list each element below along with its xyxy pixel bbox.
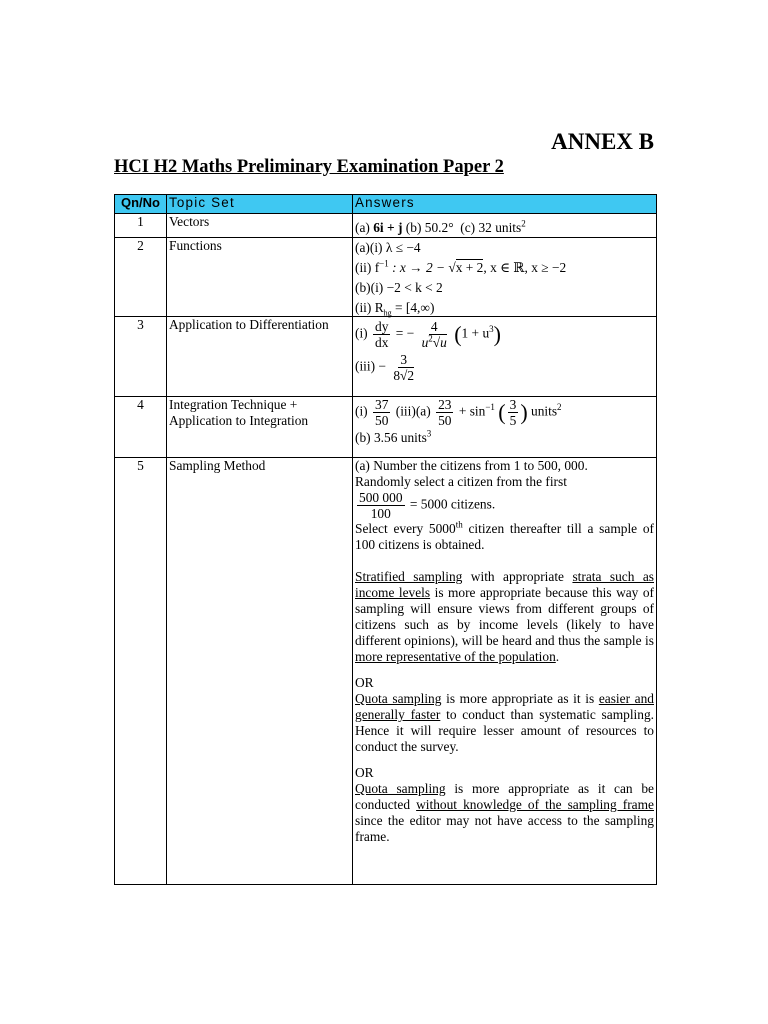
q5-or2: OR [355, 765, 374, 780]
q5-frac [357, 490, 405, 521]
table-row [115, 458, 657, 885]
q5-p2-end: . [555, 649, 560, 664]
qn-cell: 2 [115, 238, 167, 317]
q5-or1: OR [355, 675, 374, 690]
q3-frac [420, 319, 449, 350]
answers-table [114, 194, 657, 885]
q2-aii-exp: −1 [379, 258, 389, 269]
qn-cell: 4 [115, 397, 167, 458]
q2-aii-post: , x ∈ ℝ, x ≥ −2 [483, 260, 567, 275]
q3-dydx [373, 319, 390, 350]
topic-cell: Sampling Method [167, 458, 353, 885]
q5-line2: Randomly select a citizen from the first [355, 474, 567, 489]
q2-bi: (b)(i) −2 < k < 2 [355, 280, 443, 295]
answer-cell: (a)(i) λ ≤ −4 (ii) $f^{-1}$ : x → 2 − √x + 2, x ∈ ℝ, x ≥ −2 (b)(i) −2 < k < 2 (ii) $R_{hg} = [4,\infty)$ [353, 238, 657, 317]
q4-b-exp: 3 [426, 428, 432, 439]
q4-i-label: (i) [355, 403, 368, 419]
q5-p4-t1: is more appropriate as it can be conducted [355, 781, 654, 812]
q5-p2-t1: with appropriate [470, 569, 564, 584]
q3-iii-label: (iii) − [355, 358, 386, 374]
q3-iii-num: 3 [400, 352, 408, 367]
q5-p3-u2: easier and generally faster [355, 691, 654, 722]
q4-iiia-label: (iii)(a) [395, 403, 431, 419]
topic-cell: Integration Technique + Application to Integration [167, 397, 353, 458]
q3-iii-frac [391, 352, 416, 383]
q4-arg-frac [508, 397, 519, 428]
q3-paren-exp: 3 [489, 324, 494, 335]
q5-frac-eq: = 5000 citizens. [409, 496, 496, 512]
q4-plus-sin: + sin [458, 403, 486, 419]
q5-p2-u1: Stratified sampling [355, 569, 463, 584]
q3-den-exp: 2 [428, 333, 433, 344]
topic-cell: Application to Differentiation [167, 317, 353, 397]
q3-num: 4 [430, 319, 438, 334]
q5-p4-u1: Quota sampling [355, 781, 446, 796]
q4-units-exp: 2 [557, 402, 562, 413]
q5-line1: (a) Number the citizens from 1 to 500, 000. [355, 458, 588, 473]
q1-c-exp: 2 [521, 218, 526, 229]
q1-a-value: 6i + j [373, 220, 403, 235]
header-answers: Answers [353, 195, 657, 214]
q2-bii-sub: hg [383, 308, 392, 318]
q4-arg-num: 3 [509, 397, 517, 412]
answer-cell: (i) $\frac{dy}{dx}$ = − $\frac{4}{u^2√u}$ $(1 + u^3)$ (iii) − $\frac{3}{8√2}$ [353, 317, 657, 397]
qn-cell: 5 [115, 458, 167, 885]
q3-paren: 1 + u [461, 325, 490, 341]
q3-den-sqrt: u [440, 335, 447, 350]
q5-p3-t1: is more appropriate as it is [446, 691, 595, 706]
q2-aii-mid: : x → 2 − [392, 260, 446, 275]
q4-b: (b) 3.56 units [355, 430, 427, 445]
q4-iiia-num: 23 [438, 397, 452, 412]
q2-aii-sqrt: x + 2 [455, 260, 484, 275]
q5-sel-post: citizen thereafter till a sample of 100 citizens is obtained. [355, 521, 654, 552]
q2-ai: (a)(i) λ ≤ −4 [355, 240, 421, 255]
q4-i-num: 37 [375, 397, 389, 412]
q1-a-label: (a) [355, 220, 370, 235]
q5-p3-u1: Quota sampling [355, 691, 442, 706]
q3-dx: dx [375, 335, 389, 350]
q4-arg-den: 5 [509, 413, 517, 428]
table-row [115, 397, 657, 458]
q4-units: units [531, 403, 558, 419]
q5-p2-t2: is more appropriate because this way of sampling will ensure views from different groups of citizens such as by income levels (likely to have different opinions), will be heard and thus the sample is [355, 585, 654, 648]
q5-sel-pre: Select every 5000 [355, 521, 456, 536]
q2-bii-post: = [4,∞) [395, 300, 435, 315]
q1-b: (b) 50.2° [405, 220, 454, 235]
q4-iiia-frac [436, 397, 453, 428]
q4-i-den: 50 [375, 413, 389, 428]
q5-frac-den: 100 [370, 506, 391, 521]
q5-p2-u3: more representative of the population [355, 649, 556, 664]
q3-eq: = − [395, 325, 415, 341]
qn-cell: 3 [115, 317, 167, 397]
q5-p2-u2: strata such as income levels [355, 569, 654, 600]
table-row [115, 214, 657, 238]
q3-den-u: u [421, 335, 429, 350]
table-row [115, 317, 657, 397]
answer-cell: (i) $\frac{37}{50}$ (iii)(a) $\frac{23}{50}$ + $\sin^{-1}$ ( $\frac{3}{5}$ ) units$^2$ (b) 3.56 units$^3$ [353, 397, 657, 458]
q2-aii-pre: (ii) f [355, 260, 380, 275]
q4-iiia-den: 50 [438, 413, 452, 428]
answer-cell [353, 214, 657, 238]
q1-c: (c) 32 units [460, 220, 522, 235]
q3-i-label: (i) [355, 325, 368, 341]
qn-cell: 1 [115, 214, 167, 238]
topic-cell: Functions [167, 238, 353, 317]
q3-dy: dy [375, 319, 389, 334]
topic-cell: Vectors [167, 214, 353, 238]
table-row [115, 238, 657, 317]
annex-label: ANNEX B [551, 129, 654, 154]
q3-iii-den-pre: 8 [393, 368, 401, 383]
q5-frac-num: 500 000 [359, 490, 403, 505]
q3-iii-den: 8√2 [393, 368, 415, 383]
q4-sin-exp: −1 [485, 402, 495, 413]
table-header-row [115, 195, 657, 214]
q5-sel-sup: th [455, 519, 463, 530]
page-title: HCI H2 Maths Preliminary Examination Paper 2 [114, 157, 504, 177]
header-topic: Topic Set [167, 195, 353, 214]
q5-p3-t2: to conduct than systematic sampling. Hence it will require lesser amount of resources to conduct the survey. [355, 707, 655, 754]
q2-bii-pre: (ii) R [355, 300, 384, 315]
header-qn: Qn/No [115, 195, 167, 214]
q4-i-frac [373, 397, 390, 428]
q3-iii-den-sqrt: 2 [407, 368, 415, 383]
q5-p4-u2: without knowledge of the sampling frame [416, 797, 654, 812]
q5-p4-t2: since the editor may not have access to the sampling frame. [355, 813, 654, 844]
q3-den: $u^2√u$ [421, 333, 447, 350]
answer-cell [353, 458, 657, 885]
